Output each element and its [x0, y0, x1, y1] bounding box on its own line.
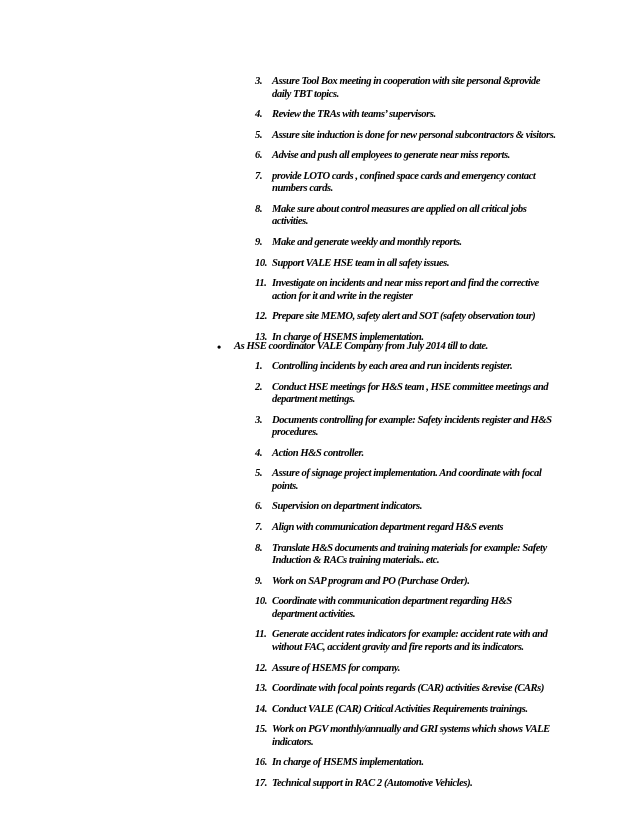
list-item — [0, 76, 638, 101]
item-text: Investigate on incidents and near miss report and find the corrective action for it and write in the register — [272, 278, 539, 302]
list-item — [0, 204, 638, 229]
list-item — [0, 663, 638, 676]
list-item — [0, 311, 638, 324]
item-text: In charge of HSEMS implementation. — [272, 757, 424, 769]
item-number: 7. — [255, 170, 263, 182]
item-text: Documents controlling for example: Safety incidents register and H&S procedures. — [272, 414, 552, 439]
list-item — [0, 468, 638, 493]
item-number: 11. — [255, 629, 267, 641]
item-text: Controlling incidents by each area and run incidents register. — [272, 361, 513, 372]
item-text: Assure of HSEMS for company. — [272, 662, 400, 674]
item-number: 15. — [255, 724, 267, 736]
list-item — [0, 522, 638, 535]
item-number: 9. — [255, 237, 263, 249]
item-text: Align with communication department regard H&S events — [272, 522, 504, 534]
item-number: 17. — [255, 778, 267, 789]
list-item — [0, 778, 638, 791]
list-item — [0, 724, 638, 749]
list-item — [0, 130, 638, 143]
item-text: Work on SAP program and PO (Purchase Order). — [272, 575, 470, 587]
list-item — [0, 576, 638, 589]
item-text: Action H&S controller. — [272, 447, 364, 459]
item-number: 3. — [255, 414, 263, 426]
list-item — [0, 629, 638, 654]
task-list-hse-coordinator — [0, 361, 638, 799]
item-number: 3. — [255, 76, 263, 87]
list-item — [0, 278, 638, 303]
bullet-icon: • — [217, 340, 221, 354]
item-number: 12. — [255, 662, 267, 674]
list-item — [0, 382, 638, 407]
item-number: 10. — [255, 257, 267, 269]
item-number: 9. — [255, 575, 263, 587]
item-number: 16. — [255, 757, 267, 769]
item-text: Generate accident rates indicators for example: accident rate with and without FAC, accident gravity and fire reports and its indicators. — [272, 629, 548, 653]
list-item — [0, 543, 638, 568]
item-text: Translate H&S documents and training materials for example: Safety Induction & RACs training materials.. etc. — [272, 542, 547, 567]
item-text: Conduct HSE meetings for H&S team , HSE committee meetings and department mettings. — [272, 381, 549, 406]
list-item — [0, 704, 638, 717]
item-text: In charge of HSEMS implementation. — [272, 331, 424, 343]
list-item — [0, 237, 638, 250]
list-item — [0, 596, 638, 621]
item-text: provide LOTO cards , confined space cards and emergency contact numbers cards. — [272, 170, 536, 195]
item-number: 5. — [255, 129, 263, 141]
item-text: Conduct VALE (CAR) Critical Activities Requirements trainings. — [272, 703, 528, 715]
list-item — [0, 501, 638, 514]
list-item — [0, 683, 638, 696]
list-item — [0, 361, 638, 374]
item-number: 11. — [255, 278, 267, 290]
item-text: Coordinate with communication department regarding H&S department activities. — [272, 596, 512, 620]
list-item — [0, 150, 638, 163]
item-text: Supervision on department indicators. — [272, 501, 422, 513]
item-text: Assure site induction is done for new personal subcontractors & visitors. — [272, 129, 556, 141]
item-number: 13. — [255, 683, 267, 695]
item-number: 12. — [255, 311, 267, 323]
item-number: 5. — [255, 468, 263, 480]
item-text: Work on PGV monthly/annually and GRI systems which shows VALE indicators. — [272, 724, 550, 748]
item-number: 13. — [255, 331, 267, 343]
item-number: 14. — [255, 703, 267, 715]
list-item — [0, 258, 638, 271]
task-list-site-hse — [0, 76, 638, 353]
item-number: 8. — [255, 542, 263, 554]
item-text: Make and generate weekly and monthly reports. — [272, 237, 462, 249]
item-number: 4. — [255, 109, 263, 121]
item-text: Technical support in RAC 2 (Automotive Vehicles). — [272, 778, 473, 789]
item-number: 4. — [255, 447, 263, 459]
item-number: 1. — [255, 361, 263, 372]
item-number: 8. — [255, 203, 263, 215]
item-text: Support VALE HSE team in all safety issues. — [272, 257, 450, 269]
list-item — [0, 757, 638, 770]
item-text: Assure Tool Box meeting in cooperation with site personal &provide daily TBT topics. — [272, 76, 541, 100]
item-text: Make sure about control measures are applied on all critical jobs activities. — [272, 203, 527, 228]
item-text: Assure of signage project implementation. And coordinate with focal points. — [272, 468, 542, 492]
item-text: Prepare site MEMO, safety alert and SOT (safety observation tour) — [272, 311, 536, 323]
item-number: 6. — [255, 150, 263, 162]
list-item — [0, 448, 638, 461]
item-text: Advise and push all employees to generate near miss reports. — [272, 150, 510, 162]
item-text: Review the TRAs with teams’ supervisors. — [272, 109, 436, 121]
bullet-text: As HSE coordinator VALE Company from July 2014 till to date. — [234, 341, 488, 352]
item-text: Coordinate with focal points regards (CAR) activities &revise (CARs) — [272, 683, 544, 695]
item-number: 10. — [255, 596, 267, 608]
list-item — [0, 109, 638, 122]
list-item — [0, 171, 638, 196]
list-item — [0, 415, 638, 440]
item-number: 7. — [255, 522, 263, 534]
item-number: 6. — [255, 501, 263, 513]
item-number: 2. — [255, 381, 263, 393]
